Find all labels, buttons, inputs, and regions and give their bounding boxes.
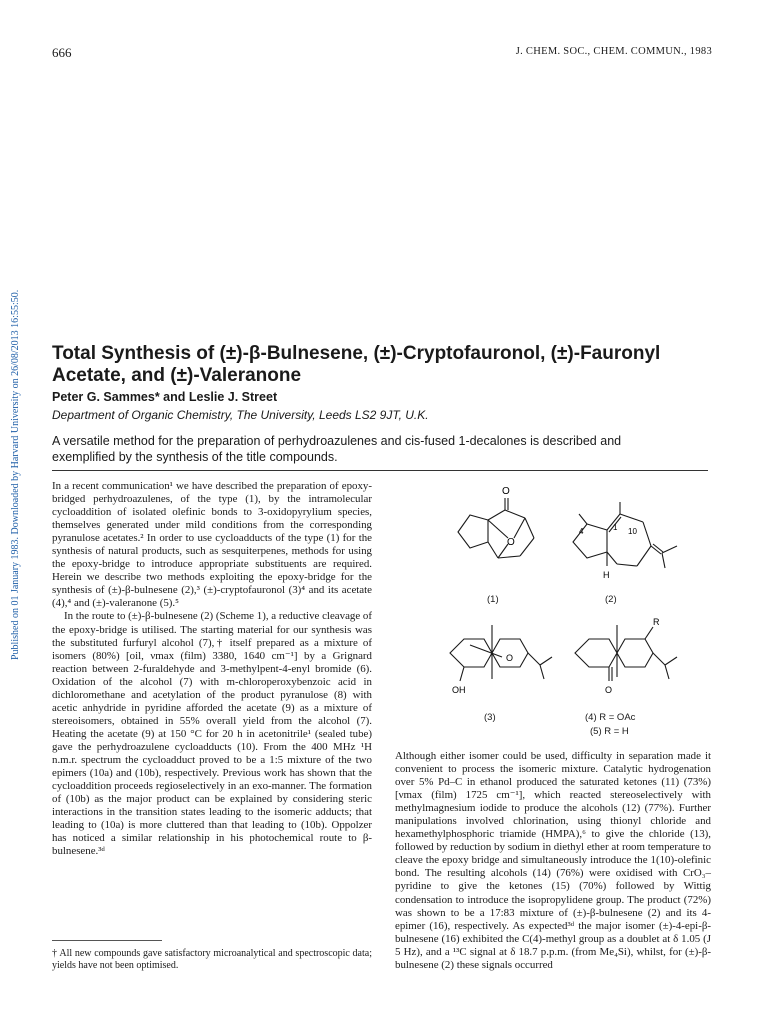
structure-4-5-substituent-r: R: [653, 617, 660, 627]
paragraph: In a recent communication¹ we have described the preparation of epoxy-bridged perhydroazulenes, of the type (1), by the intramolecular cycloaddition of isolated olefinic bonds to 3-oxidopyrylium species, themselves generated under mild conditions from the corresponding pyranulose acetates.² In order to use cycloadducts of the type (1) for the synthesis of natural products, such as sesquiterpenes, methods for using the epoxy-bridge to introduce appropriate substituents are required. Herein we describe two methods exploiting the epoxy-bridge for the synthesis of (±)-β-bulnesene (2),³ (±)-cryptofauronol (3)⁴ and its acetate (4),⁴ and (±)-valeranone (5).⁵: [52, 480, 372, 610]
structure-2-locant-1: 1: [613, 523, 618, 532]
structure-3-oxygen: O: [506, 653, 514, 663]
structure-1: [450, 480, 550, 590]
structure-4-label: (4) R = OAc: [585, 712, 636, 723]
structure-2-label: (2): [605, 594, 617, 605]
abstract: A versatile method for the preparation of perhydroazulenes and cis-fused 1-decalones is described and exemplified by the synthesis of the title compounds.: [52, 434, 622, 464]
paragraph: In the route to (±)-β-bulnesene (2) (Scheme 1), a reductive cleavage of the epoxy-bridge is utilised. The starting material for our synthesis was the substituted furfuryl alcohol (7),† itself prepared as a mixture of isomers (80%) [oil, νmax (film) 3380, 1640 cm⁻¹] by a Grignard reaction between 2-furaldehyde and 3-methylpent-4-enyl bromide (6). Oxidation of the alcohol (7) with m-chloroperoxybenzoic acid in dichloromethane and acetylation of the product pyranulose (8) with acetic anhydride in pyridine afforded the acetate (9) as a mixture of stereoisomers, obtained in 55% overall yield from the alcohol (7). Heating the acetate (9) at 150 °C for 20 h in acetonitrile¹ (sealed tube) gave the perhydroazulene cycloadducts (10). From the 400 MHz ¹H n.m.r. spectrum the cycloadduct proved to be a 1:5 mixture of the two epimers (10a) and (10b), respectively. Previous work has shown that the cycloaddition proceeds regioselectively in an exo-manner. The formation of (10b) as the major product can be explained by considering steric interactions in the transition states leading to the isomeric adducts; that leading to (10a) is more cluttered than that leading to (10b). Oppolzer has noticed a similar relationship in his photochemical route to β-bulnesene.³ᵈ: [52, 610, 372, 858]
structure-3-drawing: [440, 615, 560, 705]
structure-2-drawing: [565, 500, 685, 595]
structure-4-5: [565, 615, 695, 705]
structure-2-hydrogen: H: [603, 570, 610, 580]
running-head: J. CHEM. SOC., CHEM. COMMUN., 1983: [515, 46, 712, 57]
structure-3-label: (3): [484, 712, 496, 723]
body-right-column: [395, 750, 711, 972]
structure-5-label: (5) R = H: [590, 726, 629, 737]
structure-3-hydroxyl: OH: [452, 685, 466, 695]
body-left-column: [52, 480, 372, 858]
structure-2-locant-10: 10: [628, 527, 637, 536]
authors: Peter G. Sammes* and Leslie J. Street: [52, 390, 278, 404]
footnote-divider: [52, 940, 162, 941]
structure-3: [440, 615, 560, 705]
structure-2-locant-4: 4: [579, 527, 584, 536]
abstract-divider: [52, 470, 708, 471]
structure-2: [565, 500, 685, 595]
paragraph: Although either isomer could be used, difficulty in separation made it convenient to process the isomeric mixture. Catalytic hydrogenation over 5% Pd–C in ethanol produced the saturated ketones (11) (73%) [νmax (film) 1725 cm⁻¹], which reacted stereoselectively with methylmagnesium iodide to produce the alcohols (12) (77%). Further manipulations involved chlorination, using thionyl chloride and hexamethylphosphoric triamide (HMPA),⁶ to give the chloride (13), followed by reduction by sodium in diethyl ether at room temperature to cleave the epoxy bridge and simultaneously introduce the 1(10)-olefinic bond. The resulting alcohols (14) (76%) were oxidised with CrO₃–pyridine to give the ketones (15) (70%) followed by Wittig condensation to introduce the isopropylidene group. The product (72%) was shown to be a 17:83 mixture of (±)-β-bulnesene (2) and its 4-epimer (16), respectively. As expected³ᵈ the major isomer (±)-4-epi-β-bulnesene (16) exhibited the C(4)-methyl group as a doublet at δ 1.05 (J 5 Hz), and a ¹³C signal at δ 18.7 p.p.m. (from Me₄Si), whilst, for (±)-β-bulnesene (2) these signals occurred: [395, 750, 711, 971]
structure-4-5-ketone-oxygen: O: [605, 685, 613, 695]
download-stamp-text: Published on 01 January 1983. Downloaded by Harvard University on 26/08/2013 16:55:50.: [10, 289, 21, 660]
article-title: Total Synthesis of (±)-β-Bulnesene, (±)-Cryptofauronol, (±)-Fauronyl Acetate, and (±)-Valeranone: [52, 343, 661, 386]
structure-1-label: (1): [487, 594, 499, 605]
footnote: † All new compounds gave satisfactory microanalytical and spectroscopic data; yields have not been optimised.: [52, 948, 372, 971]
page-number: 666: [52, 45, 72, 60]
affiliation: Department of Organic Chemistry, The University, Leeds LS2 9JT, U.K.: [52, 408, 429, 422]
download-stamp[interactable]: [6, 40, 26, 660]
structure-1-oxygen-bridge: O: [507, 537, 515, 548]
structure-1-oxygen-top: O: [502, 486, 510, 497]
structure-4-5-drawing: [565, 615, 695, 705]
structure-1-drawing: [450, 480, 550, 590]
